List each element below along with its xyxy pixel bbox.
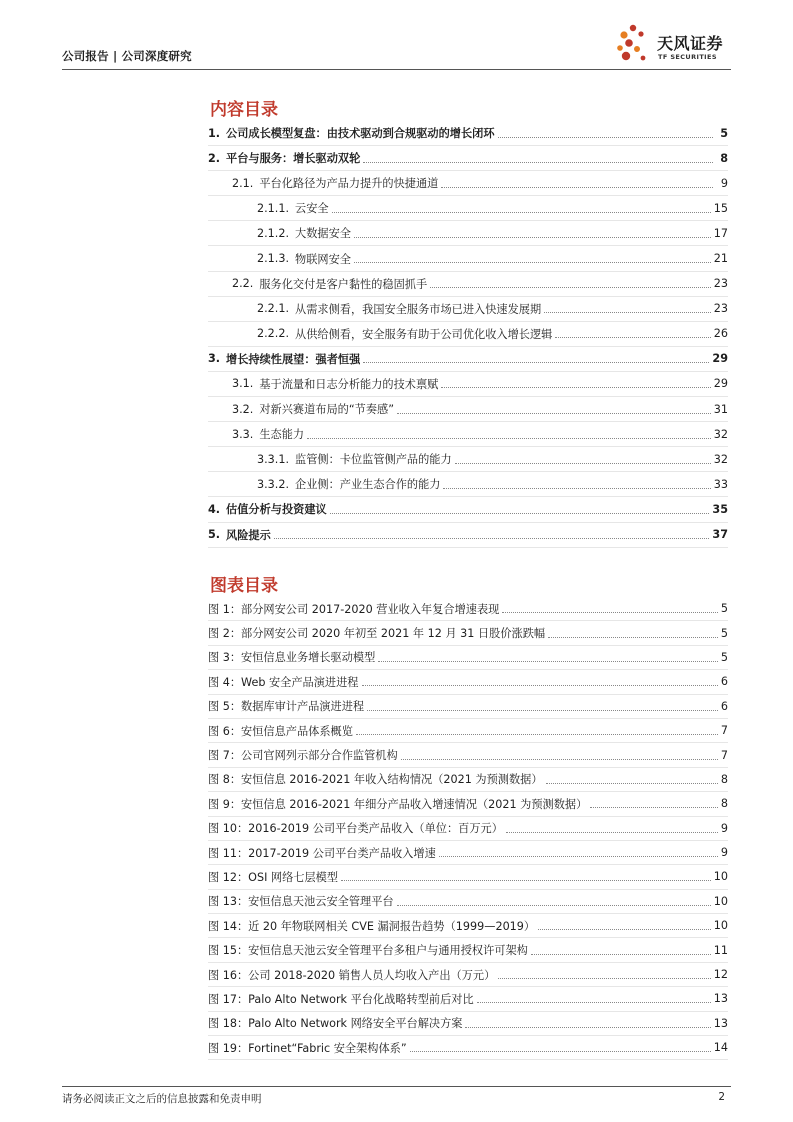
figure-entry-page: 5	[720, 602, 728, 616]
report-type: 公司报告 | 公司深度研究	[62, 49, 192, 63]
disclaimer-note: 请务必阅读正文之后的信息披露和免责申明	[62, 1093, 262, 1105]
figure-entry-page: 13	[713, 992, 728, 1006]
toc-title: 内容目录	[210, 100, 278, 120]
figure-entry-label: 图 10：2016-2019 公司平台类产品收入（单位：百万元）	[208, 822, 503, 836]
dot-leader	[307, 438, 711, 439]
toc-entry-label: 从供给侧看，安全服务有助于公司优化收入增长逻辑	[295, 327, 553, 341]
toc-entry-page: 8	[720, 151, 728, 165]
page-number: 2	[718, 1091, 725, 1103]
figure-entry-page: 8	[720, 797, 728, 811]
dot-leader	[363, 162, 713, 163]
figure-entry-page: 10	[713, 870, 728, 884]
dot-leader	[356, 734, 718, 735]
toc-entry-label: 风险提示	[226, 528, 271, 542]
dot-leader	[367, 710, 718, 711]
toc-entry-page: 37	[712, 528, 728, 542]
toc-entry-page: 5	[720, 126, 728, 140]
dot-leader	[397, 905, 711, 906]
toc-entry-number: 2.1.	[232, 176, 254, 190]
figure-entry[interactable]	[208, 963, 728, 987]
figure-entry-page: 5	[720, 626, 728, 640]
toc-entry-page: 33	[713, 477, 728, 491]
dot-leader	[544, 312, 711, 313]
logo-english-name: TF SECURITIES	[658, 53, 717, 61]
toc-entry-page: 35	[712, 502, 728, 516]
figure-entry-page: 11	[713, 943, 728, 957]
toc-entry-label: 大数据安全	[295, 227, 351, 241]
toc-entry-label: 云安全	[295, 202, 329, 216]
toc-entry-number: 1.	[208, 126, 221, 140]
toc-entry-label: 从需求侧看，我国安全服务市场已进入快速发展期	[295, 302, 542, 316]
toc-entry-number: 3.2.	[232, 402, 254, 416]
toc-entry[interactable]	[208, 171, 728, 196]
dot-leader	[341, 880, 711, 881]
toc-entry-number: 3.3.2.	[257, 477, 290, 491]
figure-entry-page: 9	[720, 846, 728, 860]
toc-entry-page: 15	[713, 201, 728, 215]
dot-leader	[274, 538, 710, 539]
dot-leader	[538, 929, 711, 930]
figure-entry-label: 图 8：安恒信息 2016-2021 年收入结构情况（2021 为预测数据）	[208, 773, 543, 787]
toc-entry[interactable]	[208, 372, 728, 397]
toc-entry[interactable]	[208, 347, 728, 372]
toc-entry-label: 增长持续性展望：强者恒强	[226, 352, 361, 366]
dot-leader	[548, 637, 718, 638]
figure-entry-label: 图 6：安恒信息产品体系概览	[208, 724, 353, 738]
figure-entry-label: 图 9：安恒信息 2016-2021 年细分产品收入增速情况（2021 为预测数据）	[208, 797, 588, 811]
figure-entry[interactable]	[208, 890, 728, 914]
figure-entry-page: 8	[720, 772, 728, 786]
dot-leader	[430, 287, 711, 288]
toc-entry-page: 26	[713, 327, 728, 341]
toc-entry-page: 17	[713, 226, 728, 240]
figure-entry-page: 13	[713, 1016, 728, 1030]
dot-leader	[354, 237, 711, 238]
toc-entry-page: 23	[713, 302, 728, 316]
figure-entry-label: 图 18：Palo Alto Network 网络安全平台解决方案	[208, 1017, 463, 1031]
toc-entry-number: 3.	[208, 352, 221, 366]
dot-leader	[330, 513, 710, 514]
figure-entry[interactable]	[208, 695, 728, 719]
dot-leader	[354, 262, 711, 263]
toc-entry[interactable]	[208, 221, 728, 246]
figure-list	[208, 597, 728, 1060]
dot-leader	[401, 759, 718, 760]
toc-entry-number: 2.1.1.	[257, 201, 290, 215]
figure-entry-page: 10	[713, 894, 728, 908]
toc-entry[interactable]	[208, 121, 728, 146]
toc-entry-page: 31	[713, 402, 728, 416]
toc-entry-label: 平台化路径为产品力提升的快捷通道	[259, 177, 439, 191]
dot-leader	[546, 783, 718, 784]
figure-entry-label: 图 2：部分网安公司 2020 年初至 2021 年 12 月 31 日股价涨跌幅	[208, 627, 546, 641]
dot-leader	[332, 212, 711, 213]
dot-leader	[506, 832, 718, 833]
figure-entry[interactable]	[208, 646, 728, 670]
dot-leader	[498, 978, 710, 979]
toc-entry[interactable]	[208, 272, 728, 297]
toc-entry-number: 3.3.	[232, 427, 254, 441]
figure-entry-label: 图 11：2017-2019 公司平台类产品收入增速	[208, 846, 436, 860]
figure-list-title: 图表目录	[210, 576, 278, 596]
toc-entry-page: 32	[713, 452, 728, 466]
toc-entry-page: 9	[720, 176, 728, 190]
figure-entry-page: 7	[720, 748, 728, 762]
figure-entry-label: 图 14：近 20 年物联网相关 CVE 漏洞报告趋势（1999—2019）	[208, 919, 536, 933]
figure-entry[interactable]	[208, 841, 728, 865]
figure-entry-page: 10	[713, 919, 728, 933]
toc-entry[interactable]	[208, 447, 728, 472]
figure-entry[interactable]	[208, 597, 728, 621]
dot-leader	[498, 137, 713, 138]
figure-entry[interactable]	[208, 1012, 728, 1036]
figure-entry[interactable]	[208, 670, 728, 694]
figure-entry[interactable]	[208, 743, 728, 767]
dot-leader	[531, 954, 711, 955]
toc-entry-label: 平台与服务：增长驱动双轮	[226, 152, 361, 166]
toc-entry[interactable]	[208, 196, 728, 221]
figure-entry-label: 图 15：安恒信息天池云安全管理平台多租户与通用授权许可架构	[208, 944, 528, 958]
toc-entry-number: 2.1.3.	[257, 252, 290, 266]
dot-leader	[362, 685, 718, 686]
figure-entry-page: 6	[720, 699, 728, 713]
toc-entry-number: 3.1.	[232, 377, 254, 391]
figure-entry[interactable]	[208, 938, 728, 962]
toc-entry[interactable]	[208, 397, 728, 422]
dot-leader	[590, 807, 718, 808]
figure-entry-label: 图 4：Web 安全产品演进进程	[208, 675, 359, 689]
figure-entry[interactable]	[208, 987, 728, 1011]
dot-leader	[410, 1051, 711, 1052]
figure-entry[interactable]	[208, 1036, 728, 1060]
toc-entry-number: 2.2.2.	[257, 327, 290, 341]
page-header	[62, 20, 731, 70]
dot-leader	[443, 488, 710, 489]
toc-entry[interactable]	[208, 497, 728, 522]
dot-leader	[477, 1002, 711, 1003]
toc-entry[interactable]	[208, 297, 728, 322]
toc-entry-page: 21	[713, 252, 728, 266]
toc-entry-label: 估值分析与投资建议	[226, 503, 327, 517]
figure-entry-label: 图 5：数据库审计产品演进进程	[208, 700, 365, 714]
figure-entry[interactable]	[208, 817, 728, 841]
toc-entry-number: 3.3.1.	[257, 452, 290, 466]
toc-entry-number: 4.	[208, 502, 221, 516]
dot-leader	[378, 661, 718, 662]
toc-entry[interactable]	[208, 523, 728, 548]
table-of-contents	[208, 121, 728, 548]
dot-leader	[555, 337, 710, 338]
toc-entry[interactable]	[208, 322, 728, 347]
toc-entry-label: 物联网安全	[295, 252, 351, 266]
figure-entry[interactable]	[208, 865, 728, 889]
toc-entry-number: 5.	[208, 528, 221, 542]
figure-entry-label: 图 1：部分网安公司 2017-2020 营业收入年复合增速表现	[208, 602, 500, 616]
dot-leader	[441, 187, 713, 188]
toc-entry-page: 23	[713, 277, 728, 291]
figure-entry-page: 6	[720, 675, 728, 689]
toc-entry-number: 2.2.	[232, 277, 254, 291]
dot-leader	[455, 463, 711, 464]
figure-entry-page: 12	[713, 968, 728, 982]
dot-leader	[465, 1027, 710, 1028]
toc-entry[interactable]	[208, 472, 728, 497]
figure-entry-page: 9	[720, 821, 728, 835]
figure-entry[interactable]	[208, 719, 728, 743]
dot-leader	[502, 612, 718, 613]
figure-entry[interactable]	[208, 914, 728, 938]
figure-entry-label: 图 19：Fortinet“Fabric 安全架构体系”	[208, 1041, 407, 1055]
toc-entry-page: 29	[712, 352, 728, 366]
figure-entry[interactable]	[208, 621, 728, 645]
logo-mark-icon	[613, 22, 657, 66]
toc-entry[interactable]	[208, 146, 728, 171]
figure-entry[interactable]	[208, 768, 728, 792]
figure-entry[interactable]	[208, 792, 728, 816]
toc-entry-page: 29	[713, 377, 728, 391]
toc-entry-label: 监管侧：卡位监管侧产品的能力	[295, 453, 452, 467]
logo-chinese-name: 天风证券	[657, 34, 724, 53]
toc-entry-number: 2.	[208, 151, 221, 165]
toc-entry-label: 生态能力	[259, 428, 305, 442]
dot-leader	[363, 362, 709, 363]
figure-entry-label: 图 13：安恒信息天池云安全管理平台	[208, 895, 394, 909]
toc-entry-label: 对新兴赛道布局的“节奏感”	[259, 403, 395, 417]
toc-entry-label: 企业侧：产业生态合作的能力	[295, 478, 441, 492]
toc-entry-label: 服务化交付是客户黏性的稳固抓手	[259, 277, 428, 291]
tf-securities-logo	[613, 22, 731, 66]
figure-entry-page: 5	[720, 650, 728, 664]
figure-entry-label: 图 17：Palo Alto Network 平台化战略转型前后对比	[208, 992, 474, 1006]
toc-entry-label: 公司成长模型复盘：由技术驱动到合规驱动的增长闭环	[226, 127, 495, 141]
dot-leader	[439, 856, 718, 857]
toc-entry[interactable]	[208, 422, 728, 447]
dot-leader	[441, 387, 710, 388]
toc-entry-number: 2.2.1.	[257, 302, 290, 316]
figure-entry-label: 图 3：安恒信息业务增长驱动模型	[208, 651, 376, 665]
footer-divider	[62, 1086, 731, 1087]
figure-entry-label: 图 16：公司 2018-2020 销售人员人均收入产出（万元）	[208, 968, 496, 982]
toc-entry-number: 2.1.2.	[257, 226, 290, 240]
dot-leader	[397, 413, 711, 414]
figure-entry-page: 14	[713, 1041, 728, 1055]
toc-entry-page: 32	[713, 427, 728, 441]
figure-entry-page: 7	[720, 724, 728, 738]
figure-entry-label: 图 12：OSI 网络七层模型	[208, 870, 339, 884]
toc-entry-label: 基于流量和日志分析能力的技术禀赋	[259, 377, 439, 391]
toc-entry[interactable]	[208, 246, 728, 271]
header-divider	[62, 69, 731, 70]
figure-entry-label: 图 7：公司官网列示部分合作监管机构	[208, 749, 398, 763]
